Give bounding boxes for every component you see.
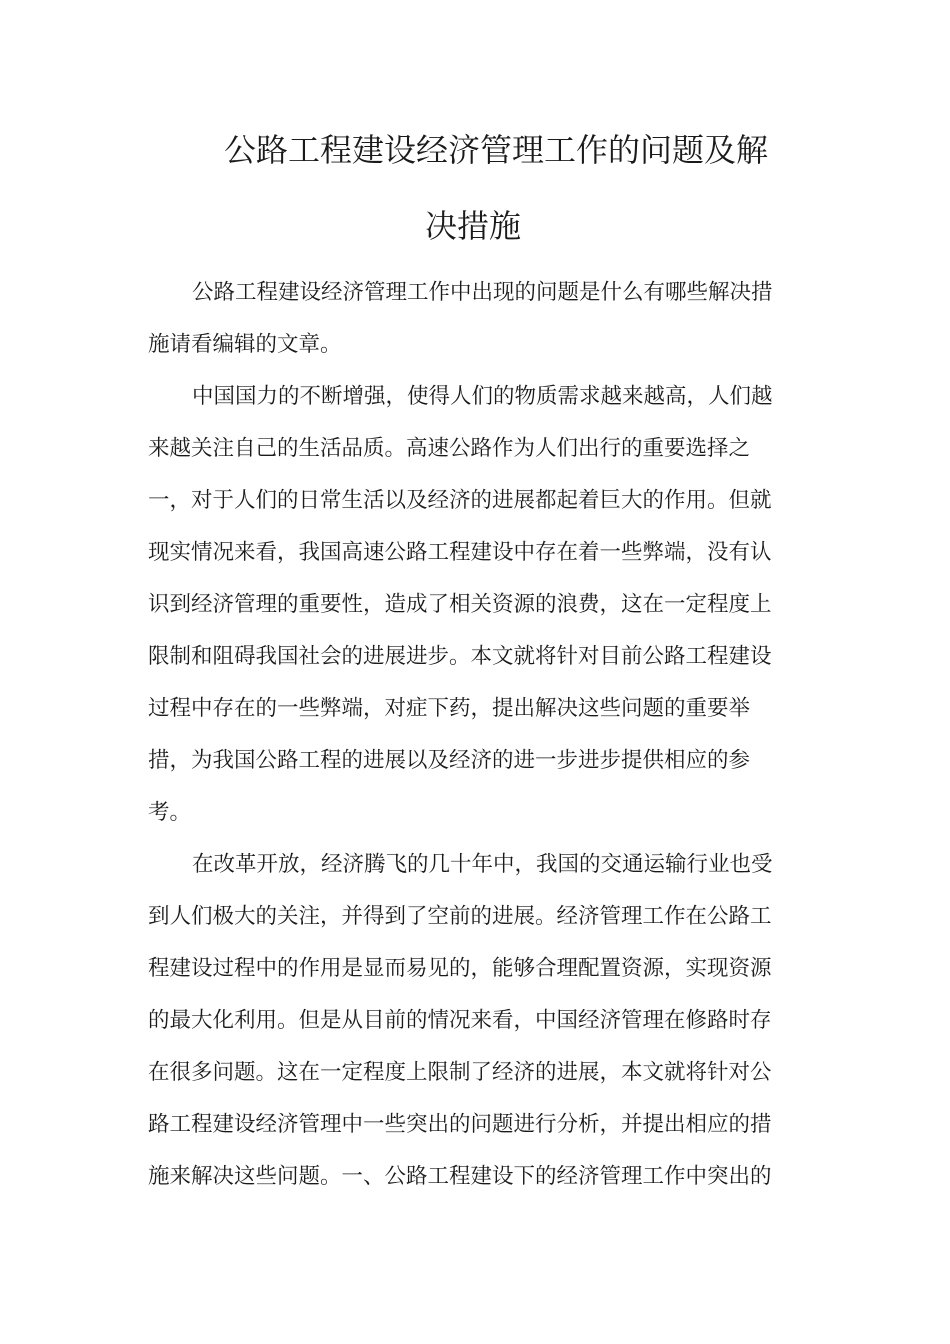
text-line: 在很多问题。这在一定程度上限制了经济的进展，本文就将针对公 [148, 1060, 772, 1085]
text-line: 的最大化利用。但是从目前的情况来看，中国经济管理在修路时存 [148, 1008, 772, 1033]
text-line: 路工程建设经济管理中一些突出的问题进行分析，并提出相应的措 [148, 1112, 772, 1137]
text-line: 过程中存在的一些弊端，对症下药，提出解决这些问题的重要举 [148, 696, 751, 721]
paragraph-background [148, 371, 800, 839]
text-line: 在改革开放，经济腾飞的几十年中，我国的交通运输行业也受 [192, 852, 773, 877]
paragraph-analysis [148, 839, 800, 1203]
title-line-1: 公路工程建设经济管理工作的问题及解 [224, 131, 769, 169]
text-line: 中国国力的不断增强，使得人们的物质需求越来越高，人们越 [192, 384, 773, 409]
text-line: 到人们极大的关注，并得到了空前的进展。经济管理工作在公路工 [148, 904, 772, 929]
paragraph-intro [148, 267, 800, 371]
text-line: 识到经济管理的重要性，造成了相关资源的浪费，这在一定程度上 [148, 592, 772, 617]
text-line: 施请看编辑的文章。 [148, 332, 342, 357]
document-title [148, 112, 798, 264]
text-line: 程建设过程中的作用是显而易见的，能够合理配置资源，实现资源 [148, 956, 772, 981]
text-line: 一，对于人们的日常生活以及经济的进展都起着巨大的作用。但就 [148, 488, 772, 513]
text-line: 考。 [148, 800, 192, 825]
text-line: 施来解决这些问题。一、公路工程建设下的经济管理工作中突出的 [148, 1164, 772, 1189]
title-line-2: 决措施 [424, 207, 521, 245]
text-line: 措，为我国公路工程的进展以及经济的进一步进步提供相应的参 [148, 748, 751, 773]
document-body [148, 267, 800, 1203]
text-line: 来越关注自己的生活品质。高速公路作为人们出行的重要选择之 [148, 436, 751, 461]
text-line: 限制和阻碍我国社会的进展进步。本文就将针对目前公路工程建设 [148, 644, 772, 669]
text-line: 公路工程建设经济管理工作中出现的问题是什么有哪些解决措 [192, 280, 773, 305]
text-line: 现实情况来看，我国高速公路工程建设中存在着一些弊端，没有认 [148, 540, 772, 565]
